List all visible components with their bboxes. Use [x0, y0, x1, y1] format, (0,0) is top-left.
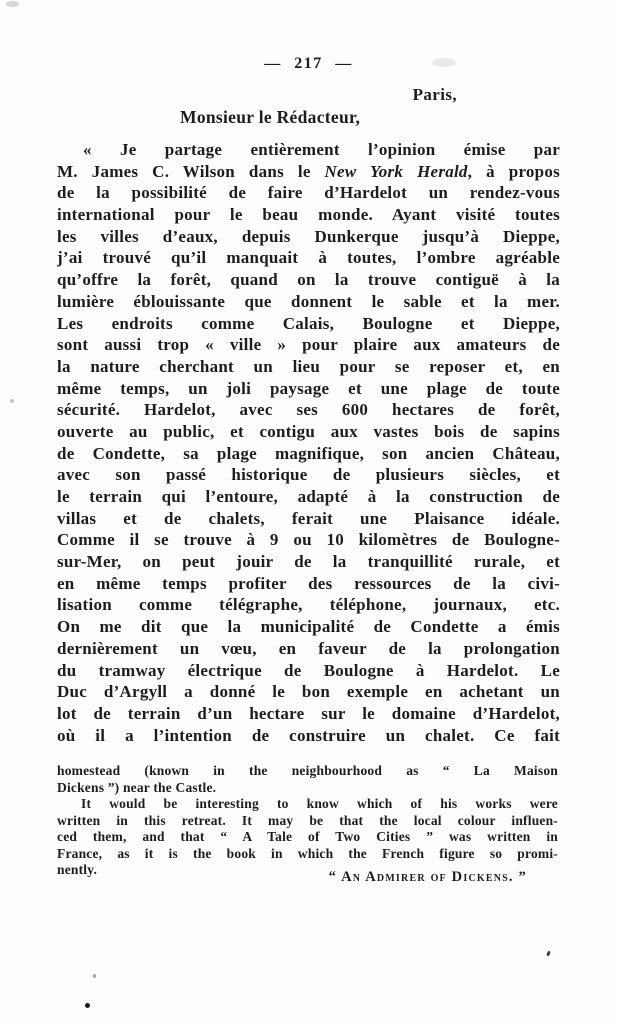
body-line: sont aussi trop « ville » pour plaire aux amateurs de [57, 335, 560, 355]
footnote-line: France, as it is the book in which the French figure so promi- [57, 845, 558, 861]
scan-speck [93, 974, 96, 978]
footnote-line: It would be interesting to know which of his works were [81, 796, 558, 811]
footnote [57, 763, 558, 879]
body-line: de Condette, sa plage magnifique, son ancien Château, [57, 443, 560, 463]
body-line: du tramway électrique de Boulogne à Hardelot. Le [57, 660, 560, 680]
scan-speck [546, 951, 551, 957]
scan-speck [10, 399, 14, 403]
page-number: — 217 — [264, 55, 353, 72]
signature: “ An Admirer of Dickens. ” [328, 869, 527, 885]
body-line: sécurité. Hardelot, avec ses 600 hectares de forêt, [57, 400, 560, 420]
body-line [57, 161, 560, 183]
body-line: j’ai trouvé qu’il manquait à toutes, l’ombre agréable [57, 248, 560, 268]
body-line: les villes d’eaux, depuis Dunkerque jusqu’à Dieppe, [57, 226, 560, 246]
body-line: de la possibilité de faire d’Hardelot un rendez-vous [57, 183, 560, 203]
body-line: dernièrement un vœu, en faveur de la prolongation [57, 638, 560, 658]
body-line: Les endroits comme Calais, Boulogne et Dieppe, [57, 313, 560, 333]
body-line-text: M. James C. Wilson dans le [57, 161, 325, 181]
scan-speck [6, 1, 19, 7]
dateline: Paris, [412, 85, 457, 104]
body-line: en même temps profiter des ressources de la civi- [57, 573, 560, 593]
body-line: qu’offre la forêt, quand on la trouve contiguë à la [57, 270, 560, 290]
footnote-line: nently. [57, 862, 98, 877]
body-line: avec son passé historique de plusieurs siècles, et [57, 465, 560, 485]
body-line: Duc d’Argyll a donné le bon exemple en achetant un [57, 682, 560, 702]
scan-speck [432, 58, 456, 67]
body-line: On me dit que la municipalité de Condette a émis [57, 617, 560, 637]
newspaper-title: New York Herald [324, 161, 468, 181]
body-line-text: , à propos [467, 161, 560, 181]
body-line: où il a l’intention de construire un chalet. Ce fait [57, 725, 560, 745]
letter-body [57, 139, 560, 746]
body-line: Comme il se trouve à 9 ou 10 kilomètres de Boulogne- [57, 530, 560, 550]
footnote-line: written in this retreat. It may be that the local colour influen- [57, 812, 558, 828]
body-line: lumière éblouissante que donnent le sable et la mer. [57, 291, 560, 311]
body-line: villas et de chalets, ferait une Plaisance idéale. [57, 508, 560, 528]
salutation: Monsieur le Rédacteur, [180, 107, 361, 127]
body-line: lisation comme télégraphe, téléphone, journaux, etc. [57, 595, 560, 615]
scan-speck [85, 1003, 90, 1008]
body-line: la nature cherchant un lieu pour se reposer et, en [57, 356, 560, 376]
body-line: sur-Mer, on peut jouir de la tranquillité rurale, et [57, 552, 560, 572]
body-line: « Je partage entièrement l’opinion émise par [83, 140, 560, 159]
footnote-line: Dickens ”) near the Castle. [57, 779, 217, 795]
footnote-line: homestead (known in the neighbourhood as “ La Maison [57, 763, 558, 778]
body-line: même temps, un joli paysage et une plage de toute [57, 378, 560, 398]
footnote-line: ced them, and that “ A Tale of Two Cities ” was written in [57, 829, 558, 844]
body-line: le terrain qui l’entoure, adapté à la construction de [57, 487, 560, 506]
body-line: ouverte au public, et contigu aux vastes bois de sapins [57, 421, 560, 441]
body-line: international pour le beau monde. Ayant visité toutes [57, 205, 560, 225]
body-line: lot de terrain d’un hectare sur le domaine d’Hardelot, [57, 703, 560, 723]
